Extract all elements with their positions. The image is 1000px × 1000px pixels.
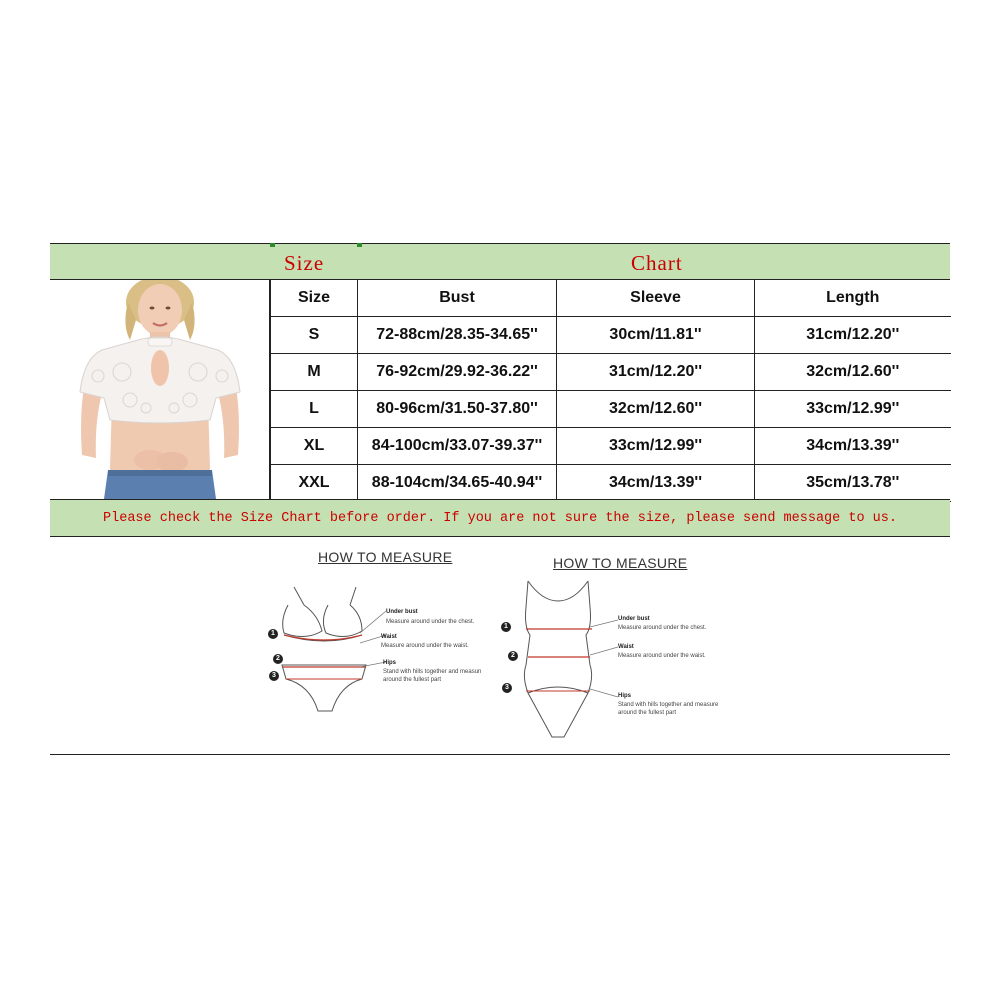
sleeve-cell: 31cm/12.20'' (557, 354, 755, 391)
step-number-1: 1 (501, 622, 511, 632)
size-cell: L (271, 391, 358, 428)
chart-heading: Chart (631, 251, 683, 275)
size-cell: XXL (271, 465, 358, 502)
column-header-length: Length (755, 280, 951, 317)
bust-cell: 72-88cm/28.35-34.65'' (358, 317, 557, 354)
hips-label: Hips (618, 693, 632, 699)
length-cell: 33cm/12.99'' (755, 391, 951, 428)
table-row (271, 428, 951, 465)
table-row (271, 465, 951, 502)
chart-header (50, 243, 950, 280)
length-cell: 31cm/12.20'' (755, 317, 951, 354)
size-chart (50, 243, 950, 755)
size-cell: S (271, 317, 358, 354)
table-row (271, 317, 951, 354)
length-cell: 32cm/12.60'' (755, 354, 951, 391)
waist-label: Waist (381, 634, 397, 640)
bust-cell: 76-92cm/29.92-36.22'' (358, 354, 557, 391)
waist-desc: Measure around under the waist. (381, 643, 469, 649)
size-cell: M (271, 354, 358, 391)
waist-label: Waist (618, 644, 634, 650)
column-header-bust: Bust (358, 280, 557, 317)
hips-label: Hips (383, 660, 397, 666)
measure-title: HOW TO MEASURE (318, 549, 453, 565)
sleeve-cell: 32cm/12.60'' (557, 391, 755, 428)
header-tick-mark (357, 243, 362, 247)
waist-desc: Measure around under the waist. (618, 653, 706, 659)
order-notice: Please check the Size Chart before order. If you are not sure the size, please send message to us. (50, 499, 950, 537)
bust-cell: 84-100cm/33.07-39.37'' (358, 428, 557, 465)
length-cell: 35cm/13.78'' (755, 465, 951, 502)
model-lace-top-image (50, 280, 269, 499)
bust-cell: 80-96cm/31.50-37.80'' (358, 391, 557, 428)
table-header-row (271, 280, 951, 317)
under-bust-desc: Measure around under the chest. (618, 625, 707, 631)
step-number-1: 1 (268, 629, 278, 639)
size-cell: XL (271, 428, 358, 465)
size-heading: Size (284, 251, 325, 275)
measure-title: HOW TO MEASURE (553, 555, 688, 571)
header-tick-mark (270, 243, 275, 247)
step-number-3: 3 (269, 671, 279, 681)
sleeve-cell: 30cm/11.81'' (557, 317, 755, 354)
bust-cell: 88-104cm/34.65-40.94'' (358, 465, 557, 502)
table-row (271, 354, 951, 391)
column-header-sleeve: Sleeve (557, 280, 755, 317)
product-photo (50, 280, 270, 499)
step-number-2: 2 (508, 651, 518, 661)
under-bust-desc: Measure around under the chest. (386, 619, 475, 625)
column-header-size: Size (271, 280, 358, 317)
step-number-2: 2 (273, 654, 283, 664)
step-number-3: 3 (502, 683, 512, 693)
under-bust-label: Under bust (386, 609, 418, 615)
table-row (271, 391, 951, 428)
how-to-measure-section (50, 537, 950, 755)
hips-desc: Stand with hills together and measun around the fullest part (383, 669, 482, 683)
sleeve-cell: 33cm/12.99'' (557, 428, 755, 465)
size-table (270, 280, 951, 502)
leader-lines (590, 617, 620, 707)
hips-desc: Stand with hills together and measure around the fullest part (618, 702, 719, 716)
under-bust-label: Under bust (618, 616, 650, 622)
length-cell: 34cm/13.39'' (755, 428, 951, 465)
sleeve-cell: 34cm/13.39'' (557, 465, 755, 502)
